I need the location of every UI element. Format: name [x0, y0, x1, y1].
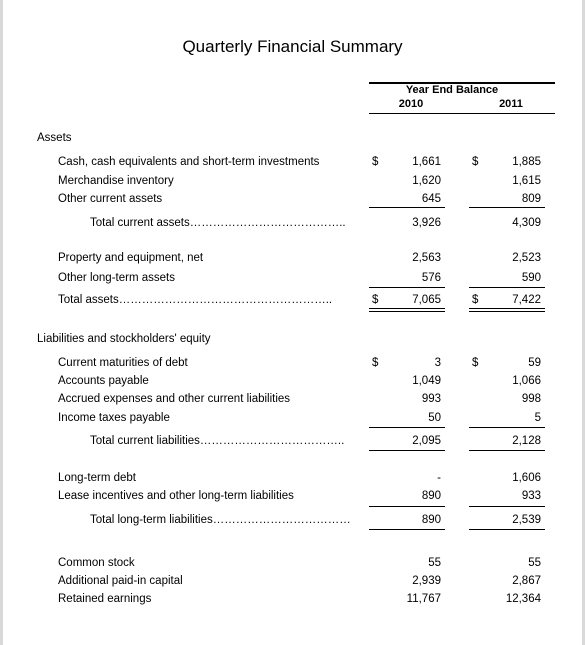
cell-2011: 809 [521, 193, 541, 205]
total-rule [369, 529, 445, 530]
row-label: Additional paid-in capital [58, 575, 183, 587]
cell-2010: 645 [421, 193, 441, 205]
document-page [3, 0, 582, 645]
cell-2010: 1,620 [412, 175, 441, 187]
cell-2010: 993 [421, 393, 441, 405]
subtotal-rule [469, 427, 545, 428]
cell-2011: 2,523 [512, 252, 541, 264]
row-label: Long-term debt [58, 472, 136, 484]
cell-2010: 2,563 [412, 252, 441, 264]
cell-2011: 2,867 [512, 575, 541, 587]
row-label: Other current assets [58, 193, 163, 205]
currency-symbol: $ [372, 156, 379, 168]
cell-2011: 998 [521, 393, 541, 405]
cell-2010: 3,926 [412, 217, 441, 229]
subtotal-rule [369, 427, 445, 428]
row-label: Cash, cash equivalents and short-term investments [58, 156, 320, 168]
subtotal-rule [469, 506, 545, 507]
total-double-rule [369, 308, 445, 312]
row-label: Merchandise inventory [58, 175, 174, 187]
cell-2010: 50 [428, 412, 441, 424]
cell-2010: 7,065 [412, 294, 441, 306]
cell-2011: 933 [521, 490, 541, 502]
row-label: Accounts payable [58, 375, 149, 387]
currency-symbol: $ [472, 156, 479, 168]
section-assets-label: Assets [37, 132, 72, 144]
cell-2010: 890 [421, 514, 441, 526]
cell-2011: 1,606 [512, 472, 541, 484]
total-rule [369, 450, 445, 451]
cell-2011: 59 [528, 357, 541, 369]
subtotal-rule [469, 207, 545, 208]
cell-2010: 576 [421, 272, 441, 284]
row-label: Common stock [58, 557, 135, 569]
subtotal-rule [369, 207, 445, 208]
cell-2011: 1,885 [512, 156, 541, 168]
header-bottom-rule [369, 113, 555, 114]
row-label: Other long-term assets [58, 272, 175, 284]
cell-2010: - [437, 472, 441, 484]
row-label: Property and equipment, net [58, 252, 204, 264]
section-liabilities-label: Liabilities and stockholders' equity [37, 333, 211, 345]
row-label: Total current assets………………………………….. [90, 217, 346, 229]
row-label: Lease incentives and other long-term liabilities [58, 490, 294, 502]
total-double-rule [469, 308, 545, 312]
row-label: Current maturities of debt [58, 357, 188, 369]
subtotal-rule [369, 506, 445, 507]
cell-2011: 1,066 [512, 375, 541, 387]
row-label: Total assets……………………………………………….. [58, 294, 333, 306]
currency-symbol: $ [472, 357, 479, 369]
row-label: Income taxes payable [58, 412, 170, 424]
cell-2011: 5 [534, 412, 541, 424]
cell-2011: 590 [521, 272, 541, 284]
currency-symbol: $ [472, 294, 479, 306]
cell-2010: 1,049 [412, 375, 441, 387]
row-label: Retained earnings [58, 593, 152, 605]
row-label: Accrued expenses and other current liabilities [58, 393, 291, 405]
currency-symbol: $ [372, 294, 379, 306]
currency-symbol: $ [372, 357, 379, 369]
cell-2010: 890 [421, 490, 441, 502]
row-label: Total current liabilities……………………………….. [90, 435, 345, 447]
total-rule [469, 450, 545, 451]
cell-2010: 3 [434, 357, 441, 369]
cell-2011: 4,309 [512, 217, 541, 229]
cell-2011: 2,128 [512, 435, 541, 447]
header-group-label: Year End Balance [405, 84, 499, 96]
cell-2011: 7,422 [512, 294, 541, 306]
header-col-2010: 2010 [398, 98, 424, 110]
page-title: Quarterly Financial Summary [182, 37, 403, 56]
subtotal-rule [369, 287, 445, 288]
row-label: Total long-term liabilities……………………………… [90, 514, 351, 526]
cell-2010: 55 [428, 557, 441, 569]
cell-2011: 2,539 [512, 514, 541, 526]
cell-2011: 55 [528, 557, 541, 569]
cell-2010: 2,939 [412, 575, 441, 587]
total-rule [469, 529, 545, 530]
cell-2010: 2,095 [412, 435, 441, 447]
cell-2010: 1,661 [412, 156, 441, 168]
cell-2011: 12,364 [505, 593, 541, 605]
cell-2010: 11,767 [406, 593, 441, 605]
cell-2011: 1,615 [512, 175, 541, 187]
header-col-2011: 2011 [499, 98, 523, 110]
subtotal-rule [469, 287, 545, 288]
